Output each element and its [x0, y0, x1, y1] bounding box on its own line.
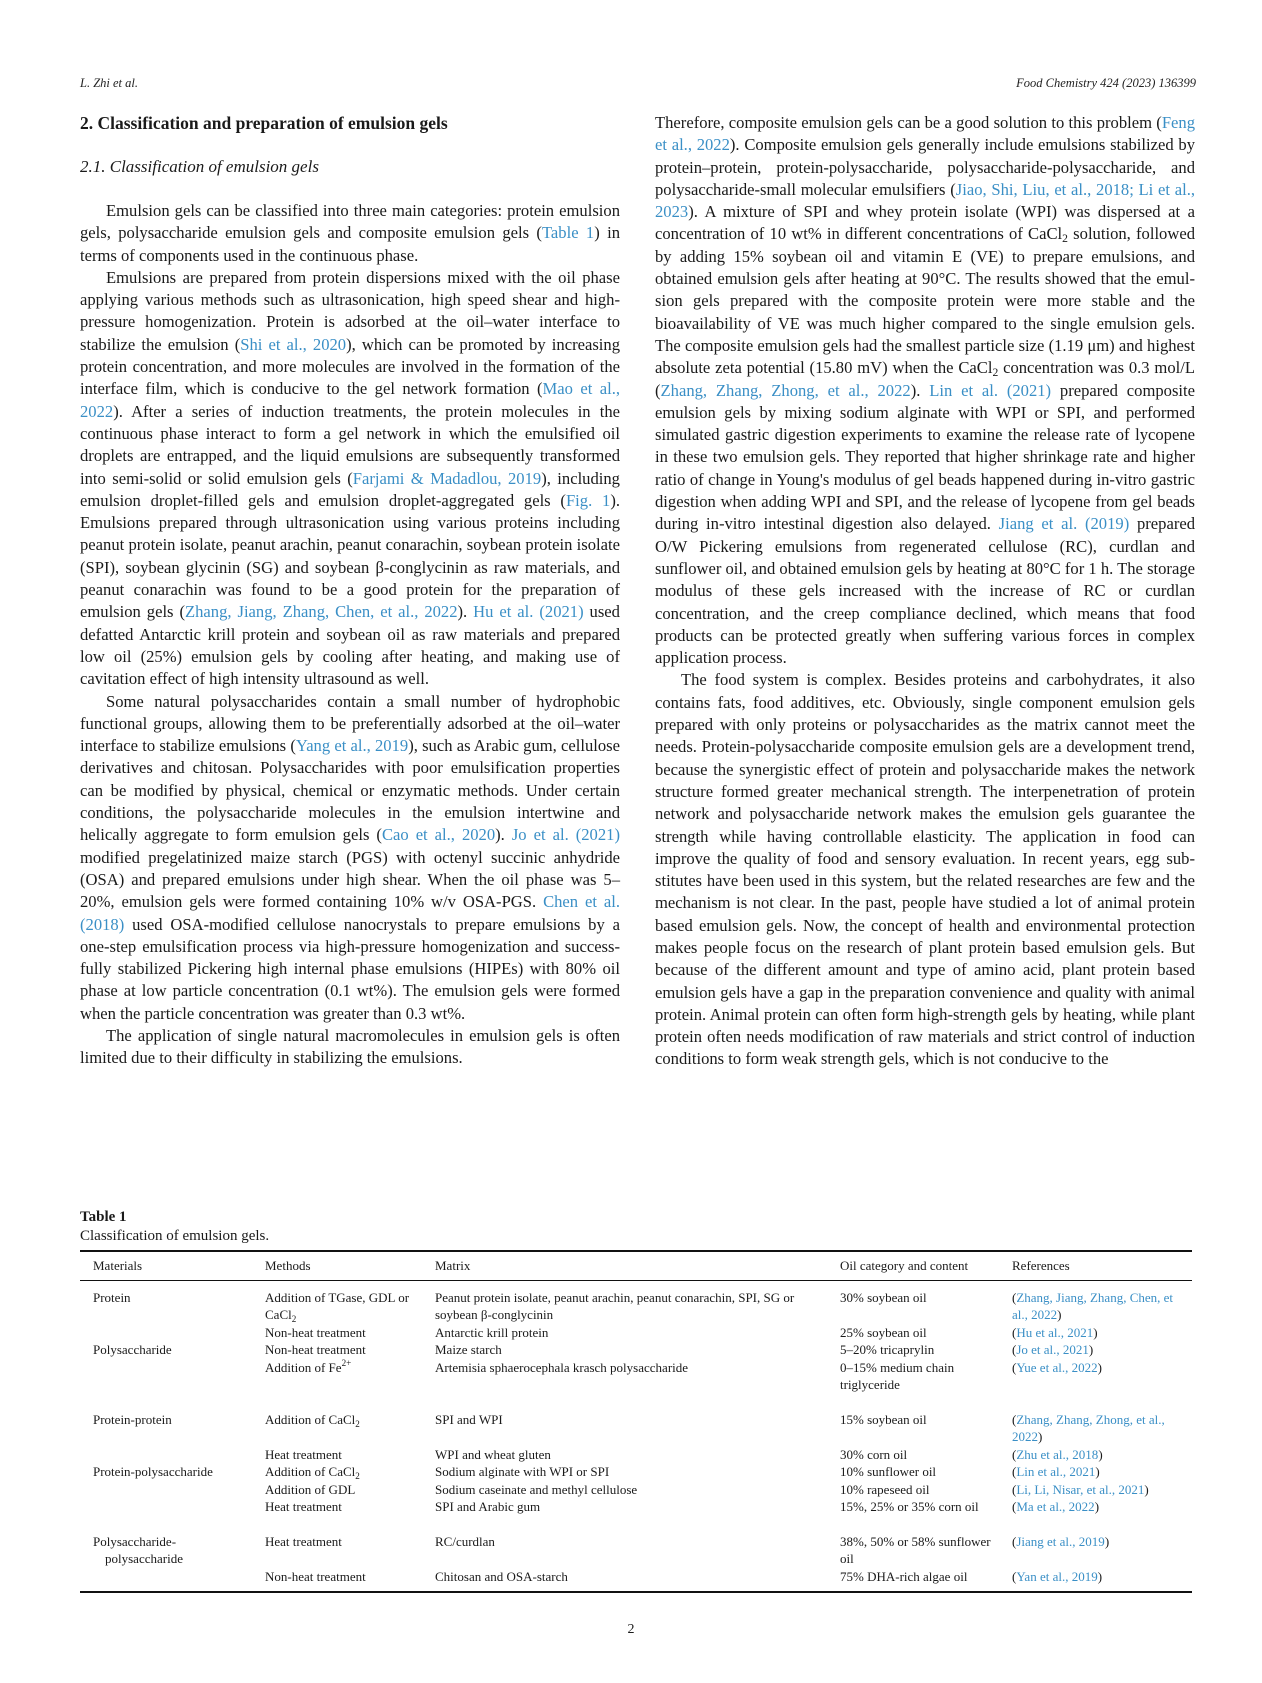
cell-matrix: Sodium caseinate and methyl cellulose — [435, 1481, 638, 1497]
cell-matrix: Artemisia sphaerocephala krasch polysaccharide — [435, 1359, 689, 1375]
paragraph — [80, 691, 620, 1025]
cell-material — [80, 1516, 252, 1568]
cell-method: Non-heat treatment — [265, 1342, 366, 1357]
table-caption: Classification of emulsion gels. — [80, 1228, 270, 1244]
text: ). Composite emulsion gels generally include emulsions stabilized by protein–protein, protein-polysaccharide, polysaccharide-polysaccharide, and polysaccharide-small molecular emulsifiers ( — [655, 135, 1195, 199]
text: ). — [457, 602, 474, 622]
subscript: 2 — [291, 1314, 297, 1324]
text: Emulsion gels can be classified into three main categories: protein emulsion gels, polysaccharide emulsion gels and composite emulsion gels ( — [80, 201, 620, 243]
table-link[interactable]: Table 1 — [541, 223, 595, 243]
cell-material — [80, 1324, 252, 1342]
table-row — [80, 1280, 1192, 1324]
table-row — [80, 1463, 1192, 1481]
cell-method: Addition of GDL — [265, 1481, 356, 1497]
cell-method — [252, 1280, 422, 1324]
cell-oil: 15%, 25% or 35% corn oil — [840, 1499, 979, 1514]
column-header: Oil category and content — [827, 1251, 999, 1280]
text: modified pregelatinized maize starch (PGS) with octenyl succinic anhydride (OSA) and prepared emulsions under high shear. When the oil phase was 5–20%, emulsion gels were formed containing 10% w/v OSA-PGS. — [80, 847, 620, 912]
paragraph — [80, 200, 620, 267]
superscript: 2+ — [341, 1357, 352, 1368]
cell-oil: 30% soybean oil — [840, 1289, 927, 1305]
cell-method: Heat treatment — [265, 1499, 342, 1514]
cell-reference: (Hu et al., 2021) — [1012, 1324, 1098, 1340]
citation-link[interactable]: Cao et al., 2020 — [381, 825, 496, 845]
cell-oil: 10% rapeseed oil — [840, 1481, 930, 1497]
cell-method — [252, 1394, 422, 1446]
cell-method — [252, 1463, 422, 1481]
citation-link[interactable]: Hu et al. (2021) — [473, 602, 584, 622]
cell-matrix: Antarctic krill protein — [435, 1324, 549, 1340]
cell-material: Protein-protein — [93, 1411, 172, 1427]
citation-link[interactable]: Zhang, Zhang, Zhong, et al., 2022 — [1012, 1411, 1165, 1444]
text: ) in terms of components used in the continuous phase. — [80, 223, 620, 265]
classification-table — [80, 1250, 1192, 1593]
text: used OSA-modified cellulose nanocrystals to prepare emulsions by a one-step emulsification process via high-pressure homogenization and successfully stabilized Pickering high internal phase emulsions (HIPEs) with 80% oil phase at low particle concentration (0.1 wt%). The emulsion gels were formed when the particle concentration was greater than 0.3 wt%. — [80, 914, 620, 1023]
citation-link[interactable]: Jiang et al. (2019) — [998, 514, 1130, 534]
citation-link[interactable]: Zhang, Jiang, Zhang, Chen, et al., 2022 — [1012, 1289, 1174, 1322]
citation-link[interactable]: Zhang, Jiang, Zhang, Chen, et al., 2022 — [185, 602, 458, 622]
text: ). — [910, 380, 930, 400]
cell-matrix: WPI and wheat gluten — [435, 1446, 551, 1462]
cell-matrix: Chitosan and OSA-starch — [422, 1568, 827, 1593]
citation-link[interactable]: Farjami & Madadlou, 2019 — [352, 468, 542, 488]
citation-link[interactable]: Li, Li, Nisar, et al., 2021 — [1016, 1481, 1145, 1497]
cell-reference: (Yue et al., 2022) — [1012, 1359, 1102, 1375]
cell-reference: (Jo et al., 2021) — [1012, 1342, 1094, 1357]
citation-link[interactable]: Jiang et al., 2019 — [1016, 1533, 1105, 1549]
text: ), which can be promoted by increasing protein concentration, and more molecules are involved in the formation of the interface film, which is conducive to the gel network formation ( — [80, 334, 620, 399]
page-number: 2 — [627, 1622, 635, 1637]
text: ), including emulsion droplet-filled gels and emulsion droplet-aggregated gels ( — [80, 468, 620, 510]
right-column — [655, 112, 1195, 1071]
text: ), such as Arabic gum, cellulose derivatives and chitosan. Polysaccharides with poor emulsification properties can be modified by physical, chemical or enzymatic methods. Under certain conditions, the polysaccharide molecules in the emulsion intertwine and helically aggregate to form emulsion gels ( — [80, 736, 620, 845]
column-header: Methods — [252, 1251, 422, 1280]
text: Addition of CaCl — [265, 1464, 356, 1479]
text: prepared O/W Pickering emulsions from regenerated cellulose (RC), curdlan and sunflower oil, and obtained emulsion gels by heating at 80°C for 1 h. The storage modulus of these gels increased with the increase of RC or curdlan concentration, and the creep compliance declined, which means that food products can be protected greatly when suffering various forces in complex application process. — [655, 514, 1196, 668]
cell-matrix: Peanut protein isolate, peanut arachin, peanut conarachin, SPI, SG or soybean β-conglycinin — [435, 1289, 795, 1322]
text: Addition of TGase, GDL or CaCl — [265, 1289, 410, 1322]
table-row — [80, 1498, 1192, 1516]
cell-material — [80, 1359, 252, 1394]
text: Addition of CaCl — [265, 1411, 356, 1427]
citation-link[interactable]: Chen et al. (2018) — [80, 892, 620, 934]
cell-reference: (Ma et al., 2022) — [1012, 1499, 1100, 1514]
section-heading: 2. Classification and preparation of emulsion gels — [80, 113, 448, 133]
text: ). Emulsions prepared through ultrasonication using various proteins including peanut protein isolate, peanut arachin, peanut conarachin, soybean protein isolate (SPI), soybean glycinin (SG) and soybean β-conglycinin as raw materials, and peanut conarachin was found to be a good protein for the preparation of emulsion gels ( — [80, 490, 621, 622]
text: ). After a series of induction treatments, the protein molecules in the continuous phase interact to form a gel network in which the emulsified oil droplets are entrapped, and the liquid emulsions are subsequently transformed into semi-solid or solid emulsion gels ( — [80, 401, 620, 488]
cell-material — [80, 1498, 252, 1516]
table-1 — [80, 1208, 1192, 1593]
citation-link[interactable]: Feng et al., 2022 — [655, 113, 1195, 155]
text: Some natural polysaccharides contain a small number of hydrophobic functional groups, allowing them to be preferentially adsorbed at the oil–water interface to stabilize emulsions ( — [80, 691, 620, 756]
cell-method: Non-heat treatment — [265, 1324, 366, 1340]
cell-matrix: Sodium alginate with WPI or SPI — [435, 1464, 610, 1479]
table-row — [80, 1341, 1192, 1359]
cell-reference: (Yan et al., 2019) — [999, 1568, 1192, 1593]
cell-material — [80, 1568, 252, 1593]
cell-oil: 30% corn oil — [840, 1446, 908, 1462]
text: used defatted Antarctic krill protein and soybean oil as raw materials and prepared low oil (25%) emulsion gels by cooling after heating, and making use of cavitation effect of high intensity ultrasound as well. — [80, 602, 620, 689]
table-row — [80, 1446, 1192, 1464]
subscript: 2 — [992, 366, 999, 380]
cell-reference: (Zhang, Jiang, Zhang, Chen, et al., 2022) — [1012, 1289, 1174, 1322]
table-row — [80, 1359, 1192, 1394]
citation-link[interactable]: Jiao, Shi, Liu, et al., 2018; Li et al., 2023 — [655, 179, 1195, 222]
table-row — [80, 1481, 1192, 1499]
cell-oil: 10% sunflower oil — [840, 1464, 937, 1479]
citation-link[interactable]: Yan et al., 2019 — [1016, 1568, 1098, 1584]
cell-reference: (Lin et al., 2021) — [1012, 1464, 1100, 1479]
table-label: Table 1 — [80, 1209, 127, 1225]
cell-oil: 38%, 50% or 58% sunflower oil — [840, 1533, 991, 1566]
citation-link[interactable]: Yue et al., 2022 — [1016, 1359, 1098, 1375]
text: Therefore, composite emulsion gels can be a good solution to this problem ( — [655, 113, 1162, 132]
cell-material: Protein — [93, 1289, 131, 1305]
text: Addition of Fe — [265, 1359, 342, 1375]
cell-material — [80, 1446, 252, 1464]
running-head-journal: Food Chemistry 424 (2023) 136399 — [1016, 76, 1196, 90]
citation-link[interactable]: Hu et al., 2021 — [1016, 1324, 1094, 1340]
text: ). A mixture of SPI and whey protein isolate (WPI) was dispersed at a concentration of 10 wt% in different concentrations of CaCl — [655, 202, 1195, 244]
cell-method: Heat treatment — [265, 1533, 342, 1549]
cell-material — [80, 1481, 252, 1499]
cell-reference: (Zhu et al., 2018) — [1012, 1446, 1103, 1462]
subscript: 2 — [355, 1418, 360, 1429]
paragraph — [80, 267, 620, 691]
cell-method — [252, 1359, 422, 1394]
paragraph: The application of single natural macromolecules in emulsion gels is often limited due to their difficulty in stabilizing the emulsions. — [80, 1025, 620, 1068]
text: ). — [495, 825, 512, 845]
citation-link[interactable]: Lin et al. (2021) — [929, 380, 1052, 400]
citation-link[interactable]: Mao et al., 2022 — [80, 379, 620, 421]
citation-link[interactable]: Yang et al., 2019 — [295, 736, 409, 756]
cell-matrix: RC/curdlan — [435, 1533, 495, 1549]
cell-method: Non-heat treatment — [252, 1568, 422, 1593]
cell-matrix: Maize starch — [435, 1342, 502, 1357]
left-column — [80, 112, 620, 1070]
text: prepared composite emulsion gels by mixing sodium alginate with WPI or SPI, and performed simulated gastric digestion experiments to examine the release rate of lycopene in these two emulsion gels. They reported that higher shrinkage rate and higher ratio of change in Young's modulus of gel beads happened during in-vitro gastric digestion when adding WPI and SPI, and the release of lycopene from gel beads during in-vitro intestinal digestion also delayed. — [655, 380, 1196, 534]
table-row — [80, 1568, 1192, 1593]
column-header: References — [999, 1251, 1192, 1280]
cell-method: Heat treatment — [265, 1446, 342, 1462]
column-header: Materials — [80, 1251, 252, 1280]
text: polysaccharide — [105, 1551, 183, 1566]
figure-link[interactable]: Fig. 1 — [565, 490, 611, 510]
cell-reference: (Li, Li, Nisar, et al., 2021) — [1012, 1481, 1149, 1497]
cell-oil: 5–20% tricaprylin — [840, 1342, 935, 1357]
citation-link[interactable]: Zhang, Zhang, Zhong, et al., 2022 — [660, 380, 911, 400]
citation-link[interactable]: Lin et al., 2021 — [1016, 1464, 1096, 1479]
paragraph — [655, 112, 1195, 669]
paragraph: The food system is complex. Besides proteins and carbohydrates, it also contains fats, food additives, etc. Obviously, single component emulsion gels prepared with only proteins or polysaccharides as the matrix cannot meet the needs. Protein-polysaccharide composite emulsion gels are a development trend, because the synergistic effect of protein and polysaccharide makes the network structure formed greater mechanical strength. The interpenetration of protein network and polysaccharide network makes the emulsion gels guarantee the strength while having controllable elasticity. The application in food can improve the quality of food and sensory evaluation. In recent years, egg substitutes have been used in this system, but the related researches are few and the mechanism is not clear. In the past, people have studied a lot of animal protein based emulsion gels. Now, the concept of health and environmental protection makes people focus on the research of plant protein based emulsion gels. But because of the different amount and type of amino acid, plant protein based emulsion gels have a gap in the preparation convenience and quality with animal protein. Animal protein can often form high-strength gels by heating, while plant protein often needs modification of raw materials and strict control of induction conditions to form weak strength gels, which is not conducive to the — [655, 670, 1195, 1069]
running-head-authors: L. Zhi et al. — [80, 76, 138, 90]
text: concentration was 0.3 mol/L ( — [655, 358, 1195, 400]
subscript: 2 — [1062, 232, 1068, 246]
text: Emulsions are prepared from protein dispersions mixed with the oil phase applying various methods such as ultrasonication, high speed shear and high-pressure homogenization. Protein is adsorbed at the oil–water interface to stabilize the emulsion ( — [80, 267, 620, 354]
citation-link[interactable]: Shi et al., 2020 — [240, 334, 347, 354]
table-row — [80, 1516, 1192, 1568]
table-row — [80, 1324, 1192, 1342]
cell-oil: 0–15% medium chain triglyceride — [840, 1359, 955, 1392]
citation-link[interactable]: Jo et al. (2021) — [511, 825, 620, 845]
cell-material: Polysaccharide — [93, 1342, 172, 1357]
citation-link[interactable]: Jo et al., 2021 — [1016, 1342, 1089, 1357]
cell-oil: 15% soybean oil — [840, 1411, 927, 1427]
text: Polysaccharide- — [93, 1533, 177, 1549]
text: solution, followed by adding 15% soybean oil and vitamin E (VE) to prepare emulsions, and obtained emulsion gels after heating at 90°C. The results showed that the emulsion gels prepared with the composite protein were more stable and the bioavailability of VE was much higher compared to the single emulsion gels. The composite emulsion gels had the smallest particle size (1.19 μm) and highest absolute zeta potential (15.80 mV) when the CaCl — [655, 224, 1195, 378]
cell-matrix: SPI and WPI — [435, 1411, 503, 1427]
cell-matrix: SPI and Arabic gum — [435, 1499, 541, 1514]
cell-oil: 75% DHA-rich algae oil — [827, 1568, 999, 1593]
cell-oil: 25% soybean oil — [840, 1324, 927, 1340]
citation-link[interactable]: Ma et al., 2022 — [1016, 1499, 1095, 1514]
subsection-heading: 2.1. Classification of emulsion gels — [80, 157, 319, 176]
subscript: 2 — [355, 1471, 360, 1481]
column-header: Matrix — [422, 1251, 827, 1280]
cell-reference: (Zhang, Zhang, Zhong, et al., 2022) — [1012, 1411, 1165, 1444]
table-header-row — [80, 1251, 1192, 1280]
citation-link[interactable]: Zhu et al., 2018 — [1016, 1446, 1099, 1462]
table-row — [80, 1394, 1192, 1446]
cell-material: Protein-polysaccharide — [93, 1464, 213, 1479]
cell-reference: (Jiang et al., 2019) — [1012, 1533, 1110, 1549]
